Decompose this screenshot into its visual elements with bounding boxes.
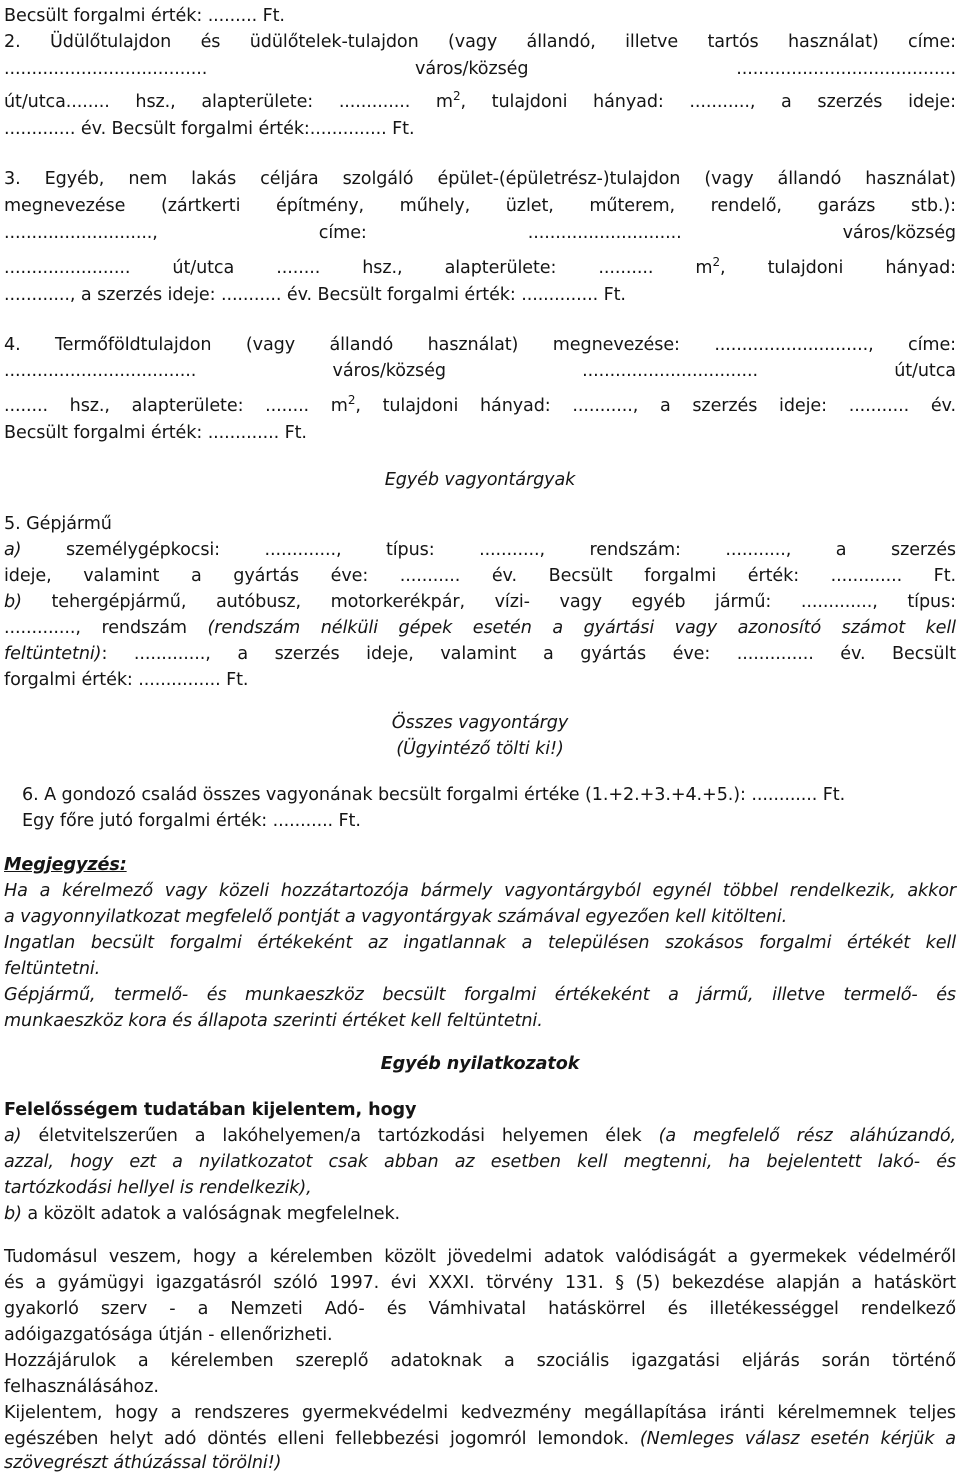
declaration-lead: Felelősségem tudatában kijelentem, hogy (4, 1100, 417, 1120)
remark-p2-line-1: Ingatlan becsült forgalmi értékeként az ingatlannak a településen szokásos forgalmi értékét kell (4, 933, 956, 953)
remark-p3-line-2: munkaeszköz kora és állapota szerinti értéket kell feltüntetni. (4, 1011, 543, 1031)
consent-line-2: felhasználásához. (4, 1377, 159, 1397)
farmland-area-line: ........ hsz., alapterülete: ........ $m^2$, tulajdoni hányad: ..........., a szerzés ideje: ........... év. (4, 393, 956, 416)
remark-p2-line-2: feltüntetni. (4, 959, 101, 979)
remark-label: Megjegyzés: (4, 855, 127, 875)
acknowledge-line-2: és a gyámügyi igazgatásról szóló 1997. évi XXXI. törvény 131. § (5) bekezdése alapján a hatáskört (4, 1273, 956, 1293)
declarations-heading: Egyéb nyilatkozatok (380, 1054, 580, 1074)
truck-line-4: forgalmi érték: ............... Ft. (4, 670, 249, 690)
per-capita-value-line: Egy főre jutó forgalmi érték: ........... Ft. (22, 811, 361, 831)
vehicle-heading: 5. Gépjármű (4, 514, 112, 534)
truck-line-2: ............., rendszám (rendszám nélküli gépek esetén a gyártási vagy azonosító számot kell (4, 618, 956, 638)
acknowledge-line-3: gyakorló szerv - a Nemzeti Adó- és Vámhivatal hatáskörrel és illetékességgel rendelkező (4, 1299, 956, 1319)
consent-line-1: Hozzájárulok a kérelemben szereplő adatoknak a szociális igazgatási eljárás során történő (4, 1351, 956, 1371)
remark-p1-line-1: Ha a kérelmező vagy közeli hozzátartozója bármely vagyontárgyból egynél többel rendelkezik, akkor (4, 881, 956, 901)
remark-p3-line-1: Gépjármű, termelő- és munkaeszköz becsült forgalmi értékeként a jármű, illetve termelő- és (4, 985, 956, 1005)
declaration-a-line-2: azzal, hogy ezt a nyilatkozatot csak abban az esetben kell megtenni, ha bejelentett lakó- és (4, 1152, 956, 1172)
farmland-value-line: Becsült forgalmi érték: ............. Ft. (4, 423, 307, 443)
total-assets-note: (Ügyintéző tölti ki!) (396, 739, 564, 759)
acknowledge-line-1: Tudomásul veszem, hogy a kérelemben közölt jövedelmi adatok valódiságát a gyermekek védelméről (4, 1247, 956, 1267)
farmland-heading: 4. Termőföldtulajdon (vagy állandó használat) megnevezése: ............................, címe: (4, 335, 956, 355)
holiday-property-line: 2. Üdülőtulajdon és üdülőtelek-tulajdon (vagy állandó, illetve tartós használat) címe: (4, 32, 956, 52)
other-building-designation-line: megnevezése (zártkerti építmény, műhely, üzlet, műterem, rendelő, garázs stb.): (4, 196, 956, 216)
holiday-property-city-line: ..................................... város/község ........................................ (4, 59, 956, 79)
car-line-2: ideje, valamint a gyártás éve: ........... év. Becsült forgalmi érték: ............. Ft. (4, 566, 956, 586)
waiver-line-3: szövegrészt áthúzással törölni!) (4, 1453, 282, 1473)
other-building-value-line: ............, a szerzés ideje: ........... év. Becsült forgalmi érték: .............. Ft. (4, 285, 626, 305)
declaration-a-line-1: a) életvitelszerűen a lakóhelyemen/a tartózkodási helyemen élek (a megfelelő rész aláhúzandó, (4, 1126, 957, 1146)
waiver-line-2: egészében helyt adó döntés elleni fellebbezési jogomról lemondok. (Nemleges válasz esetén kérjük a (4, 1429, 956, 1449)
car-line-1: a) személygépkocsi: ............., típus: ..........., rendszám: ..........., a szerzés (4, 540, 956, 560)
remark-p1-line-2: a vagyonnyilatkozat megfelelő pontját a vagyontárgyak számával egyezően kell kitölteni. (4, 907, 788, 927)
waiver-line-1: Kijelentem, hogy a rendszeres gyermekvédelmi kedvezmény megállapítása iránti kérelmemnek teljes (4, 1403, 956, 1423)
acknowledge-line-4: adóigazgatósága útján - ellenőrizheti. (4, 1325, 333, 1345)
total-assets-heading: Összes vagyontárgy (391, 713, 569, 733)
total-value-line: 6. A gondozó család összes vagyonának becsült forgalmi értéke (1.+2.+3.+4.+5.): ............ Ft. (22, 785, 846, 805)
holiday-property-street-line: út/utca........ hsz., alapterülete: ............. $m^2$, tulajdoni hányad: ..........., a szerzés ideje: (4, 89, 956, 112)
other-building-heading: 3. Egyéb, nem lakás céljára szolgáló épület-(épületrész-)tulajdon (vagy állandó használat) (4, 169, 956, 189)
declaration-a-line-3: tartózkodási hellyel is rendelkezik), (4, 1178, 312, 1198)
other-building-address-line: ..........................., címe: ............................ város/község (4, 223, 956, 243)
other-building-street-line: ....................... út/utca ........ hsz., alapterülete: .......... $m^2$, tulajdoni hányad: (4, 255, 956, 278)
estimated-value-line: Becsült forgalmi érték: ......... Ft. (4, 6, 285, 26)
declaration-b-line: b) a közölt adatok a valóságnak megfelelnek. (4, 1204, 401, 1224)
holiday-property-value-line: ............. év. Becsült forgalmi érték:.............. Ft. (4, 119, 415, 139)
truck-line-1: b) tehergépjármű, autóbusz, motorkerékpár, vízi- vagy egyéb jármű: ............., típus: (4, 592, 956, 612)
farmland-city-line: ................................... város/község ................................ út/utca (4, 361, 956, 381)
truck-line-3: feltüntetni): ............., a szerzés ideje, valamint a gyártás éve: .............. év. Becsült (4, 644, 956, 664)
other-assets-heading: Egyéb vagyontárgyak (384, 470, 576, 490)
